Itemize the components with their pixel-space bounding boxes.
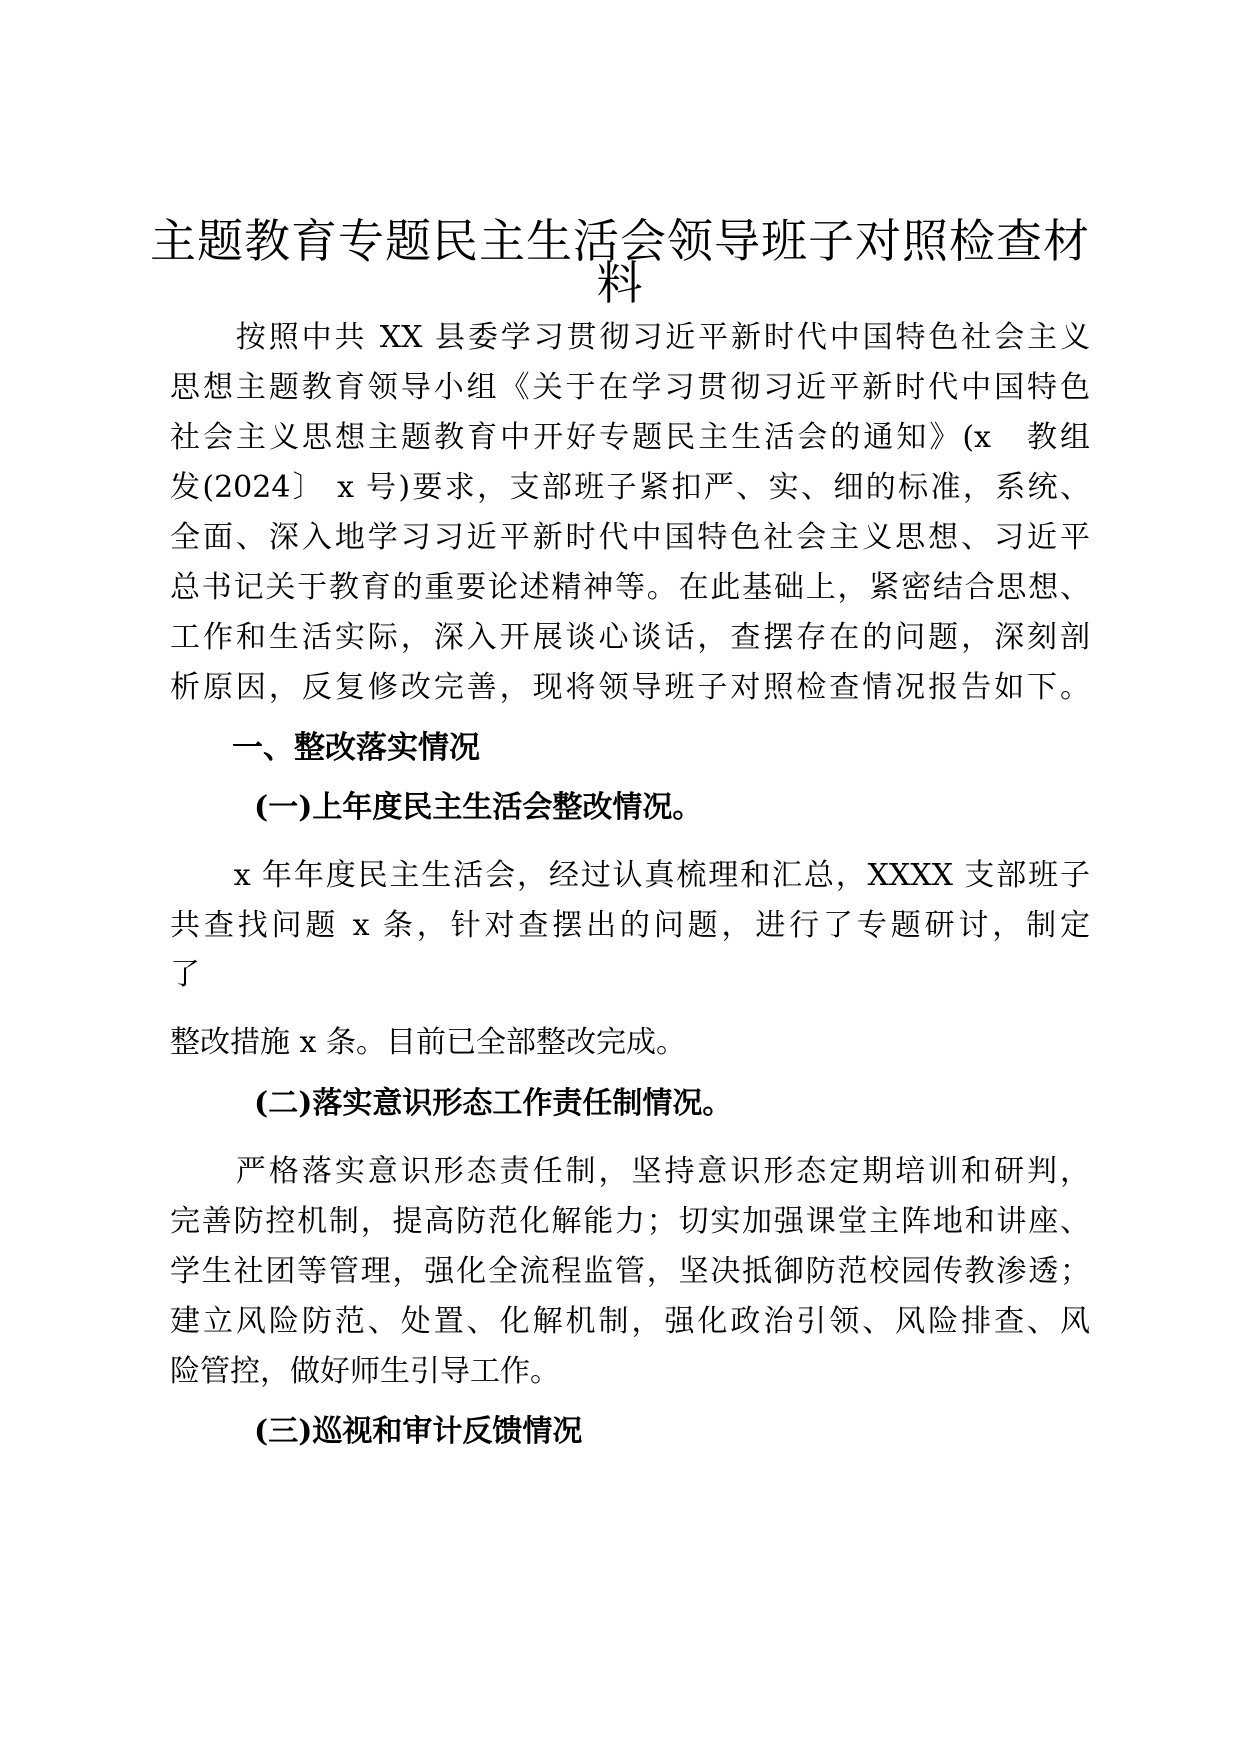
intro-paragraph-line: 按照中共 XX 县委学习贯彻习近平新时代中国特色社会主义 xyxy=(170,320,1090,355)
intro-paragraph-line: 析原因，反复修改完善，现将领导班子对照检查情况报告如下。 xyxy=(170,670,1090,705)
document-title-line-2: 料 xyxy=(596,256,644,310)
subsection-2-line: 完善防控机制，提高防范化解能力；切实加强课堂主阵地和讲座、 xyxy=(170,1204,1090,1239)
subsection-2-line: 学生社团等管理，强化全流程监管，坚决抵御防范校园传教渗透； xyxy=(170,1254,1090,1289)
subsection-1-line: 共查找问题 x 条，针对查摆出的问题，进行了专题研讨，制定 xyxy=(170,908,1090,943)
intro-paragraph-line: 发(2024〕 x 号)要求，支部班子紧扣严、实、细的标准，系统、 xyxy=(170,470,1090,505)
intro-paragraph-line: 全面、深入地学习习近平新时代中国特色社会主义思想、习近平 xyxy=(170,520,1090,555)
subsection-1-line: 整改措施 x 条。目前已全部整改完成。 xyxy=(170,1025,686,1060)
subsection-2-line: 险管控，做好师生引导工作。 xyxy=(170,1354,560,1389)
subsection-1-line: x 年年度民主生活会，经过认真梳理和汇总，XXXX 支部班子 xyxy=(170,858,1090,893)
intro-paragraph-line: 工作和生活实际，深入开展谈心谈话，查摆存在的问题，深刻剖 xyxy=(170,620,1090,655)
subsection-heading-1: (一)上年度民主生活会整改情况。 xyxy=(254,790,703,825)
intro-paragraph-line: 总书记关于教育的重要论述精神等。在此基础上，紧密结合思想、 xyxy=(170,570,1090,605)
subsection-2-line: 严格落实意识形态责任制，坚持意识形态定期培训和研判， xyxy=(170,1154,1090,1189)
subsection-2-line: 建立风险防范、处置、化解机制，强化政治引领、风险排查、风 xyxy=(170,1304,1090,1339)
subsection-heading-2: (二)落实意识形态工作责任制情况。 xyxy=(254,1086,733,1121)
subsection-heading-3: (三)巡视和审计反馈情况 xyxy=(254,1414,583,1449)
section-heading-1: 一、整改落实情况 xyxy=(232,730,480,766)
intro-paragraph-line: 社会主义思想主题教育中开好专题民主生活会的通知》(x 教组 xyxy=(170,420,1090,455)
subsection-1-line: 了 xyxy=(170,957,200,992)
intro-paragraph-line: 思想主题教育领导小组《关于在学习贯彻习近平新时代中国特色 xyxy=(170,370,1090,405)
document-title-line-1: 主题教育专题民主生活会领导班子对照检查材 xyxy=(150,214,1090,268)
